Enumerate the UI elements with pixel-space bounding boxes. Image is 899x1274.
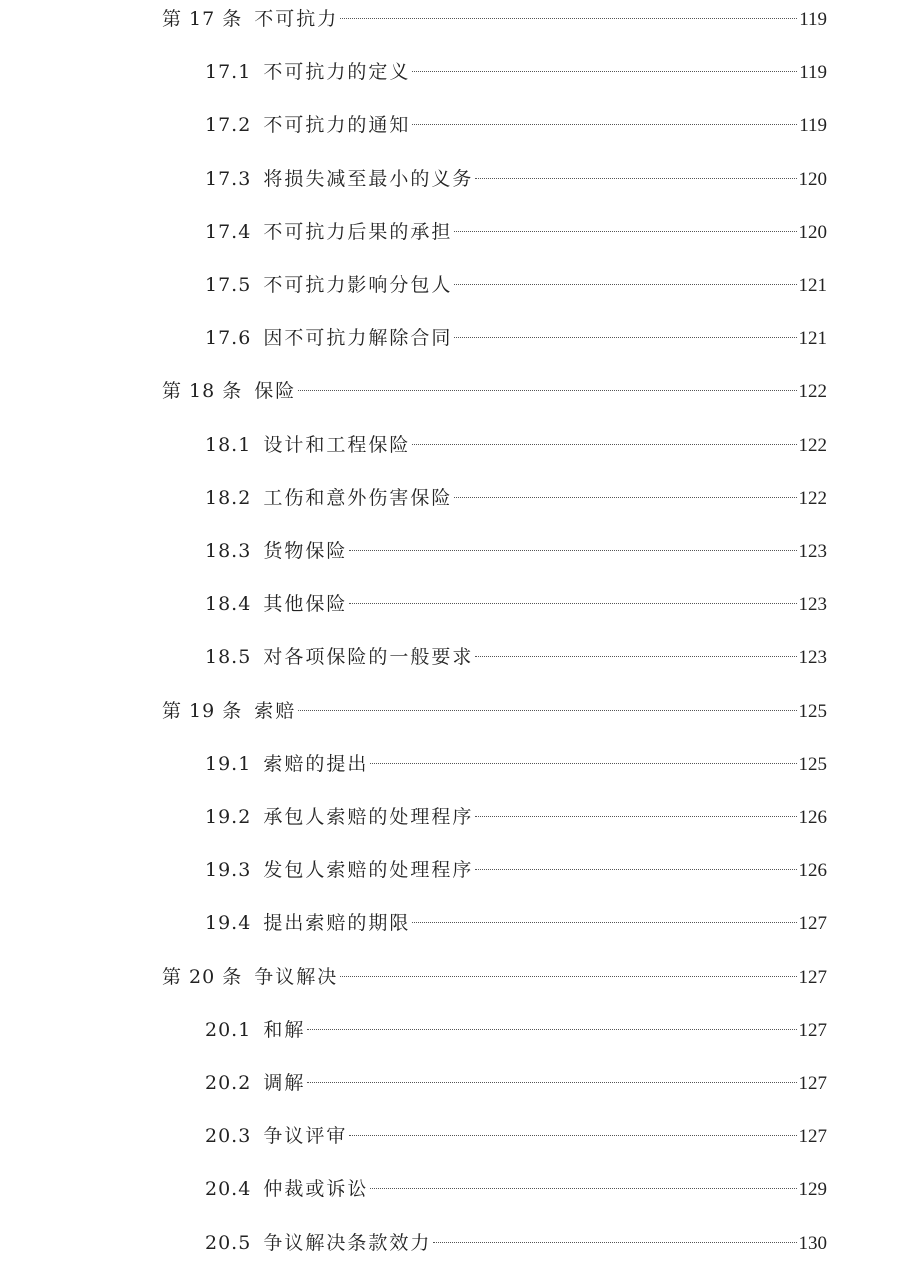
entry-title: 调解 [263,1072,306,1094]
dot-leader [412,124,797,125]
toc-section-entry[interactable] [205,164,827,194]
entry-number: 20.1 [205,1018,252,1041]
entry-number: 第 18 条 [162,380,243,403]
entry-page-number: 119 [799,62,827,84]
entry-number: 17.2 [205,114,252,137]
entry-page-number: 120 [798,221,827,243]
entry-number: 20.2 [205,1072,252,1094]
entry-title: 仲裁或诉讼 [263,1178,369,1201]
entry-page-number: 119 [799,9,827,30]
toc-section-entry[interactable] [205,110,827,140]
entry-title: 索赔的提出 [263,752,369,775]
entry-page-number: 121 [798,328,827,350]
entry-number: 18.4 [205,593,252,616]
dot-leader [370,763,796,764]
dot-leader [412,71,797,72]
toc-section-entry[interactable] [205,483,827,513]
toc-section-entry[interactable] [205,57,827,87]
dot-leader [433,1242,796,1243]
entry-page-number: 120 [798,168,827,190]
toc-section-entry[interactable] [205,589,827,619]
entry-title: 不可抗力影响分包人 [263,274,453,296]
entry-page-number: 127 [798,1073,827,1094]
entry-page-number: 126 [798,860,827,882]
entry-title: 保险 [254,380,297,403]
entry-title: 设计和工程保险 [263,433,411,456]
entry-page-number: 130 [798,1232,827,1254]
entry-page-number: 126 [798,807,827,828]
dot-leader [412,444,796,445]
entry-number: 17.6 [205,327,252,350]
toc-section-entry[interactable] [205,217,827,247]
dot-leader [454,284,796,285]
entry-number: 18.3 [205,540,252,562]
toc-section-entry[interactable] [205,1121,827,1151]
toc-section-entry[interactable] [205,749,827,779]
entry-title: 提出索赔的期限 [263,912,411,935]
dot-leader [340,18,797,19]
toc-section-entry[interactable] [205,1228,827,1258]
entry-title: 不可抗力 [254,8,339,30]
entry-number: 第 20 条 [162,965,243,988]
toc-section-entry[interactable] [205,430,827,460]
dot-leader [307,1082,796,1083]
entry-page-number: 123 [798,541,827,562]
entry-page-number: 127 [798,1126,827,1148]
entry-page-number: 125 [798,753,827,775]
entry-number: 18.2 [205,486,252,509]
toc-chapter-entry[interactable] [162,4,827,34]
entry-number: 19.4 [205,912,252,935]
dot-leader [298,710,796,711]
dot-leader [454,337,796,338]
entry-number: 19.1 [205,752,252,775]
dot-leader [475,816,796,817]
entry-number: 18.1 [205,433,252,456]
entry-page-number: 122 [798,434,827,456]
toc-section-entry[interactable] [205,908,827,938]
dot-leader [475,656,796,657]
entry-number: 17.1 [205,61,252,84]
entry-page-number: 119 [799,115,827,137]
dot-leader [307,1029,796,1030]
dot-leader [475,869,796,870]
entry-page-number: 122 [798,487,827,509]
entry-page-number: 125 [798,700,827,722]
entry-page-number: 127 [798,1019,827,1041]
dot-leader [298,390,796,391]
entry-title: 工伤和意外伤害保险 [263,486,453,509]
entry-number: 19.2 [205,806,252,828]
entry-number: 17.3 [205,167,252,190]
dot-leader [454,497,796,498]
entry-number: 20.5 [205,1231,252,1254]
entry-page-number: 123 [798,647,827,669]
toc-section-entry[interactable] [205,642,827,672]
entry-title: 其他保险 [263,593,348,616]
entry-number: 第 19 条 [162,699,243,722]
entry-title: 承包人索赔的处理程序 [263,806,474,828]
toc-chapter-entry[interactable] [162,696,827,726]
entry-title: 发包人索赔的处理程序 [263,859,474,882]
dot-leader [349,1135,796,1136]
entry-number: 第 17 条 [162,8,243,30]
entry-page-number: 127 [798,913,827,935]
dot-leader [349,550,796,551]
entry-page-number: 121 [798,275,827,296]
entry-title: 将损失减至最小的义务 [263,167,474,190]
entry-title: 争议评审 [263,1125,348,1148]
entry-title: 争议解决 [254,965,339,988]
toc-chapter-entry[interactable] [162,376,827,406]
entry-number: 18.5 [205,646,252,669]
entry-title: 因不可抗力解除合同 [263,327,453,350]
toc-section-entry[interactable] [205,270,827,300]
dot-leader [454,231,796,232]
entry-title: 货物保险 [263,540,348,562]
entry-title: 不可抗力后果的承担 [263,220,453,243]
toc-section-entry[interactable] [205,1068,827,1098]
toc-section-entry[interactable] [205,855,827,885]
dot-leader [475,178,796,179]
dot-leader [412,922,796,923]
toc-section-entry[interactable] [205,323,827,353]
entry-title: 和解 [263,1018,306,1041]
entry-number: 17.5 [205,274,252,296]
entry-number: 20.3 [205,1125,252,1148]
dot-leader [370,1188,796,1189]
entry-page-number: 129 [798,1179,827,1201]
entry-title: 不可抗力的定义 [263,61,411,84]
entry-page-number: 122 [798,381,827,403]
toc-section-entry[interactable] [205,536,827,566]
entry-number: 20.4 [205,1178,252,1201]
entry-number: 17.4 [205,220,252,243]
toc-section-entry[interactable] [205,1174,827,1204]
toc-chapter-entry[interactable] [162,962,827,992]
entry-title: 争议解决条款效力 [263,1231,432,1254]
entry-page-number: 123 [798,594,827,616]
entry-title: 对各项保险的一般要求 [263,646,474,669]
toc-section-entry[interactable] [205,802,827,832]
entry-title: 不可抗力的通知 [263,114,411,137]
toc-section-entry[interactable] [205,1015,827,1045]
entry-number: 19.3 [205,859,252,882]
entry-page-number: 127 [798,966,827,988]
entry-title: 索赔 [254,699,297,722]
dot-leader [349,603,796,604]
dot-leader [340,976,796,977]
